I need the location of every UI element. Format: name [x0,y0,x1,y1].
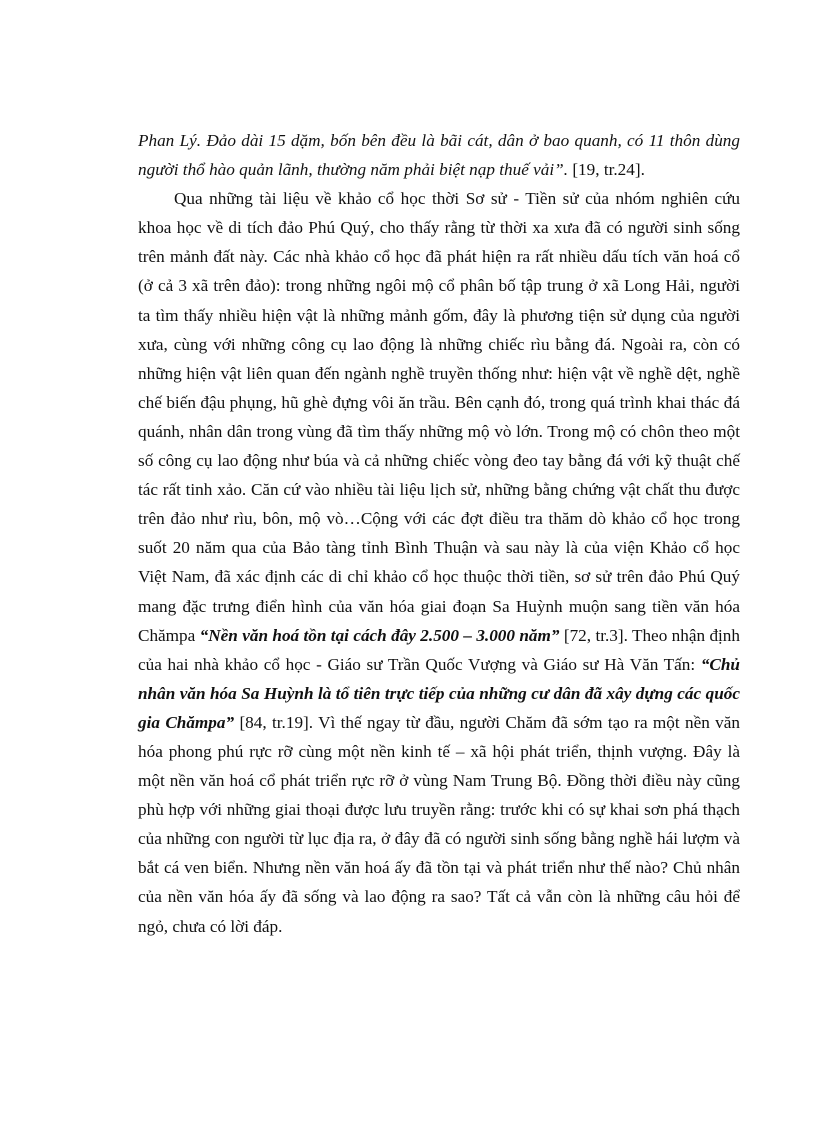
bold-italic-quote: “Chủ nhân văn hóa Sa Huỳnh là tổ tiên trực tiếp của những cư dân đã xây dựng các quốc gia Chămpa” [138,654,740,732]
body-text: [72, tr.3]. Theo nhận định của hai nhà khảo cổ học - Giáo sư Trần Quốc Vượng và Giáo sư Hà Văn Tấn: [138,625,740,674]
bold-italic-quote: “Nền văn hoá tồn tại cách đây 2.500 – 3.000 năm” [199,625,560,645]
body-text: Qua những tài liệu về khảo cổ học thời Sơ sử - Tiền sử của nhóm nghiên cứu khoa học về di tích đảo Phú Quý, cho thấy rằng từ thời xa xưa đã có người sinh sống trên mảnh đất này. Các nhà khảo cổ học đã phát hiện ra rất nhiều dấu tích văn hoá cổ (ở cả 3 xã trên đảo): trong những ngôi mộ cổ phân bố tập trung ở xã Long Hải, người ta tìm thấy nhiều hiện vật là những mảnh gốm, đây là phương tiện sử dụng của người xưa, cùng với những công cụ lao động là những chiếc rìu bằng đá. Ngoài ra, còn có những hiện vật liên quan đến ngành nghề truyền thống như: hiện vật về nghề dệt, nghề chế biến đậu phụng, hũ ghè đựng vôi ăn trầu. Bên cạnh đó, trong quá trình khai thác đá quánh, nhân dân trong vùng đã tìm thấy những mộ vò lớn. Trong mộ có chôn theo một số công cụ lao động như búa và cả những chiếc vòng đeo tay bằng đá với kỹ thuật chế tác rất tinh xảo. Căn cứ vào nhiều tài liệu lịch sử, những bằng chứng vật chất thu được trên đảo như rìu, bôn, mộ vò…Cộng với các đợt điều tra thăm dò khảo cổ học trong suốt 20 năm qua của Bảo tàng tỉnh Bình Thuận và sau này là của viện Khảo cổ học Việt Nam, đã xác định các di chỉ khảo cổ học thuộc thời tiền, sơ sử trên đảo Phú Quý mang đặc trưng điển hình của văn hóa giai đoạn Sa Huỳnh muộn sang tiền văn hóa Chămpa [138,189,740,645]
body-text: [84, tr.19]. Vì thế ngay từ đầu, người Chăm đã sớm tạo ra một nền văn hóa phong phú rực rỡ cùng một nền kinh tế – xã hội phát triển, thịnh vượng. Đây là một nền văn hoá cổ phát triển rực rỡ ở vùng Nam Trung Bộ. Đồng thời điều này cũng phù hợp với những giai thoại được lưu truyền rằng: trước khi có sự khai sơn phá thạch của những con người từ lục địa ra, ở đây đã có người sinh sống bằng nghề hái lượm và bắt cá ven biển. Nhưng nền văn hoá ấy đã tồn tại và phát triển như thế nào? Chủ nhân của nền văn hóa ấy đã sống và lao động ra sao? Tất cả vẫn còn là những câu hỏi để ngỏ, chưa có lời đáp. [138,712,741,936]
italic-quote: Phan Lý. Đảo dài 15 dặm, bốn bên đều là bãi cát, dân ở bao quanh, có 11 thôn dùng người thổ hào quản lãnh, thường năm phải biệt nạp thuế vải”. [138,131,740,180]
paragraph-quote-continuation [138,126,740,184]
citation: [19, tr.24]. [568,160,645,180]
document-page [138,126,740,941]
paragraph-archaeology [138,184,740,940]
